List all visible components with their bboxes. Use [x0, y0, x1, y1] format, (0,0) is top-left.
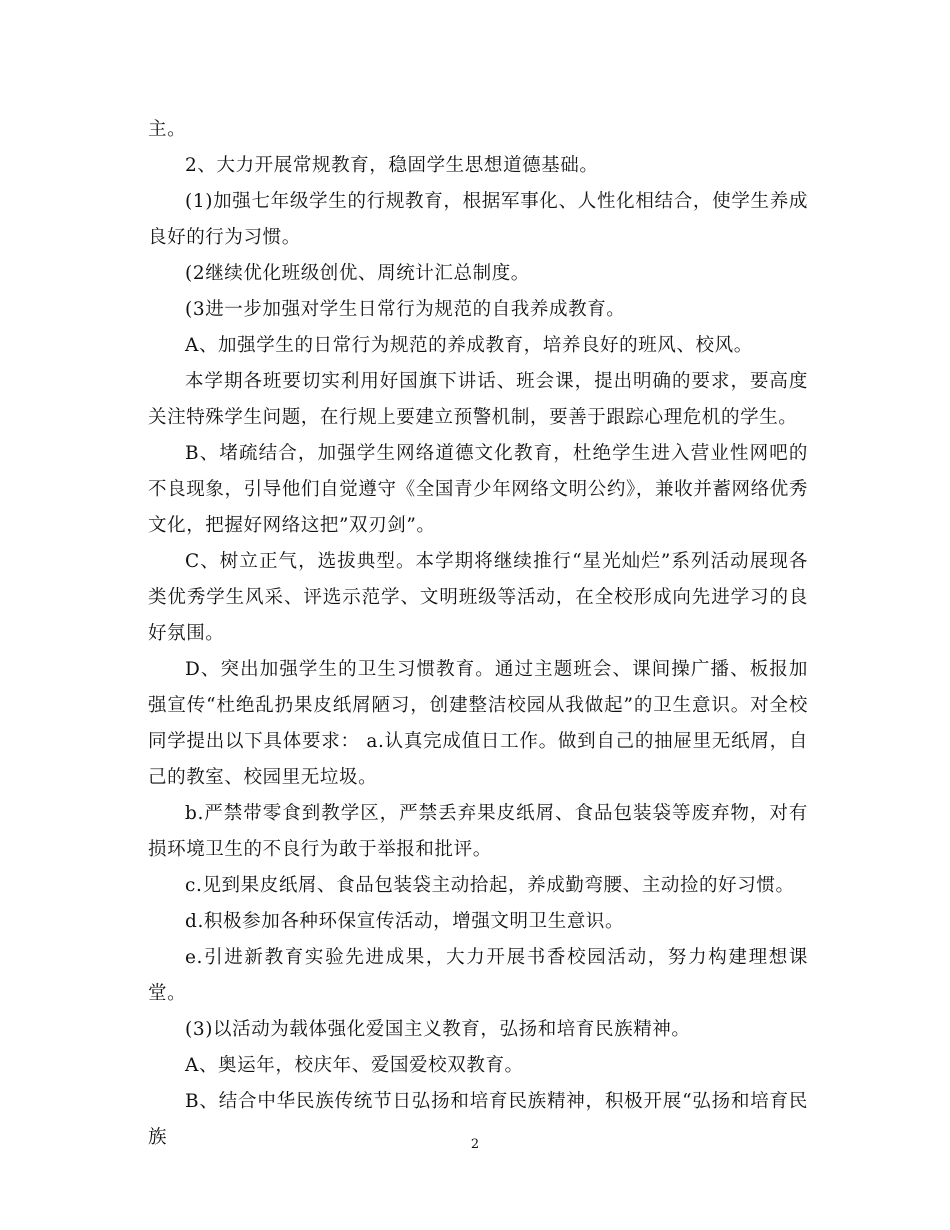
paragraph: (3进一步加强对学生日常行为规范的自我养成教育。 — [185, 299, 626, 320]
paragraph: 本学期各班要切实利用好国旗下讲话、班会课，提出明确的要求，要高度关注特殊学生问题，在行规上要建立预警机制，要善于跟踪心理危机的学生。 — [148, 371, 808, 428]
paragraph: (2继续优化班级创优、周统计汇总制度。 — [185, 263, 530, 284]
paragraph: e.引进新教育实验先进成果，大力开展书香校园活动，努力构建理想课堂。 — [148, 947, 808, 1004]
paragraph: (3)以活动为载体强化爱国主义教育，弘扬和培育民族精神。 — [185, 1019, 691, 1040]
body-text — [148, 112, 808, 1156]
page-number: 2 — [470, 1137, 480, 1152]
paragraph: D、突出加强学生的卫生习惯教育。通过主题班会、课间操广播、板报加强宣传“杜绝乱扔果皮纸屑陋习，创建整洁校园从我做起”的卫生意识。对全校同学提出以下具体要求： a.认真完成值日工作。做到自己的抽屉里无纸屑，自己的教室、校园里无垃圾。 — [148, 659, 808, 788]
paragraph: b.严禁带零食到教学区，严禁丢弃果皮纸屑、食品包装袋等废弃物，对有损环境卫生的不良行为敢于举报和批评。 — [148, 803, 808, 860]
paragraph: (1)加强七年级学生的行规教育，根据军事化、人性化相结合，使学生养成良好的行为习惯。 — [148, 191, 808, 248]
paragraph: A、奥运年，校庆年、爱国爱校双教育。 — [185, 1055, 524, 1076]
paragraph: d.积极参加各种环保宣传活动，增强文明卫生意识。 — [185, 911, 625, 932]
paragraph: 主。 — [148, 119, 187, 140]
paragraph: B、堵疏结合，加强学生网络道德文化教育，杜绝学生进入营业性网吧的不良现象，引导他们自觉遵守《全国青少年网络文明公约》，兼收并蓄网络优秀文化，把握好网络这把”双刃剑”。 — [148, 443, 808, 536]
paragraph: 2、大力开展常规教育，稳固学生思想道德基础。 — [185, 155, 599, 176]
paragraph: A、加强学生的日常行为规范的养成教育，培养良好的班风、校风。 — [185, 335, 753, 356]
paragraph: B、结合中华民族传统节日弘扬和培育民族精神，积极开展“弘扬和培育民族 — [148, 1091, 808, 1148]
paragraph: c.见到果皮纸屑、食品包装袋主动拾起，养成勤弯腰、主动捡的好习惯。 — [185, 875, 795, 896]
paragraph: C、树立正气，选拔典型。本学期将继续推行“星光灿烂”系列活动展现各类优秀学生风采、评选示范学、文明班级等活动，在全校形成向先进学习的良好氛围。 — [148, 551, 808, 644]
